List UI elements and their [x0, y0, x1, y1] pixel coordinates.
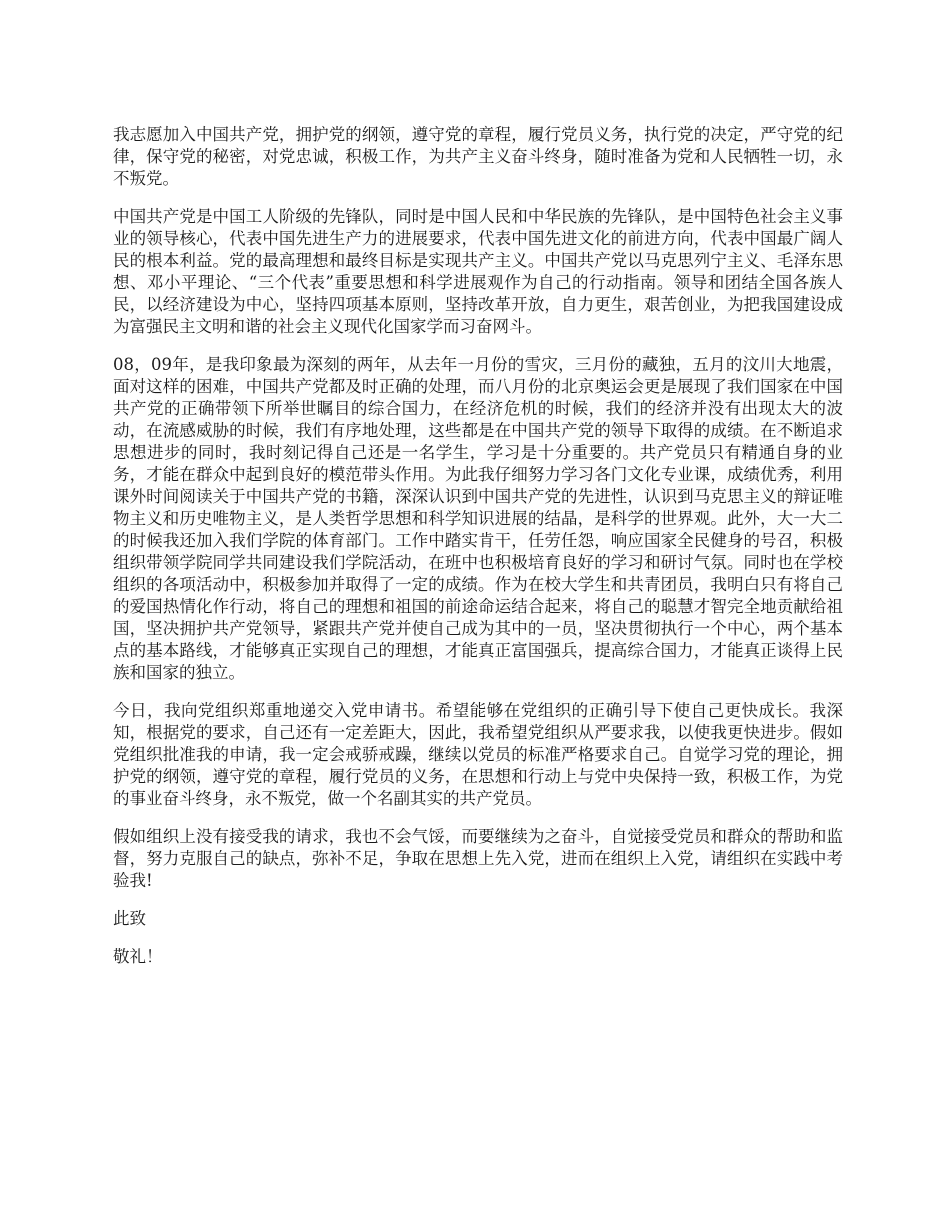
closing-regards: 敬礼！ [113, 947, 163, 966]
paragraph-personal-experience: 08，09年，是我印象最为深刻的两年，从去年一月份的雪灾，三月份的藏独，五月的汶川大地震，面对这样的困难，中国共产党都及时正确的处理，而八月份的北京奥运会更是展现了我们国家在中国共产党的正确带领下所举世瞩目的综合国力，在经济危机的时候，我们的经济并没有出现太大的波动，在流感威胁的时候，我们有序地处理，这些都是在中国共产党的领导下取得的成绩。在不断追求思想进步的同时，我时刻记得自己还是一名学生，学习是十分重要的。共产党员只有精通自身的业务，才能在群众中起到良好的模范带头作用。为此我仔细努力学习各门文化专业课，成绩优秀，利用课外时间阅读关于中国共产党的书籍，深深认识到中国共产党的先进性，认识到马克思主义的辩证唯物主义和历史唯物主义，是人类哲学思想和科学知识进展的结晶，是科学的世界观。此外，大一大二的时候我还加入我们学院的体育部门。工作中踏实肯干，任劳任怨，响应国家全民健身的号召，积极组织带领学院同学共同建设我们学院活动，在班中也积极培育良好的学习和研讨气氛。同时也在学校组织的各项活动中，积极参加并取得了一定的成绩。作为在校大学生和共青团员，我明白只有将自己的爱国热情化作行动，将自己的理想和祖国的前途命运结合起来，将自己的聪慧才智完全地贡献给祖国，坚决拥护共产党领导，紧跟共产党并使自己成为其中的一员，坚决贯彻执行一个中心，两个基本点的基本路线，才能够真正实现自己的理想，才能真正富国强兵，提高综合国力，才能真正谈得上民族和国家的独立。 [113, 355, 843, 682]
paragraph-pledge: 我志愿加入中国共产党，拥护党的纲领，遵守党的章程，履行党员义务，执行党的决定，严守党的纪律，保守党的秘密，对党忠诚，积极工作，为共产主义奋斗终身，随时准备为党和人民牺牲一切，永不叛党。 [113, 125, 843, 188]
paragraph-party-nature: 中国共产党是中国工人阶级的先锋队，同时是中国人民和中华民族的先锋队，是中国特色社会主义事业的领导核心，代表中国先进生产力的进展要求，代表中国先进文化的前进方向，代表中国最广阔人民的根本利益。党的最高理想和最终目标是实现共产主义。中国共产党以马克思列宁主义、毛泽东思想、邓小平理论、“三个代表”重要思想和科学进展观作为自己的行动指南。领导和团结全国各族人民，以经济建设为中心，坚持四项基本原则，坚持改革开放，自力更生，艰苦创业，为把我国建设成为富强民主文明和谐的社会主义现代化国家学而习奋网斗。 [113, 207, 843, 336]
closing-salutation: 此致 [113, 909, 146, 928]
document-body [113, 124, 843, 984]
paragraph-application: 今日，我向党组织郑重地递交入党申请书。希望能够在党组织的正确引导下使自己更快成长。我深知，根据党的要求，自己还有一定差距大，因此，我希望党组织从严要求我，以使我更快进步。假如党组织批准我的申请，我一定会戒骄戒躁，继续以党员的标准严格要求自己。自觉学习党的理论，拥护党的纲领，遵守党的章程，履行党员的义务，在思想和行动上与党中央保持一致，积极工作，为党的事业奋斗终身，永不叛党，做一个名副其实的共产党员。 [113, 701, 843, 808]
paragraph-commitment: 假如组织上没有接受我的请求，我也不会气馁，而要继续为之奋斗，自觉接受党员和群众的帮助和监督，努力克服自己的缺点，弥补不足，争取在思想上先入党，进而在组织上入党，请组织在实践中考验我! [113, 827, 843, 890]
